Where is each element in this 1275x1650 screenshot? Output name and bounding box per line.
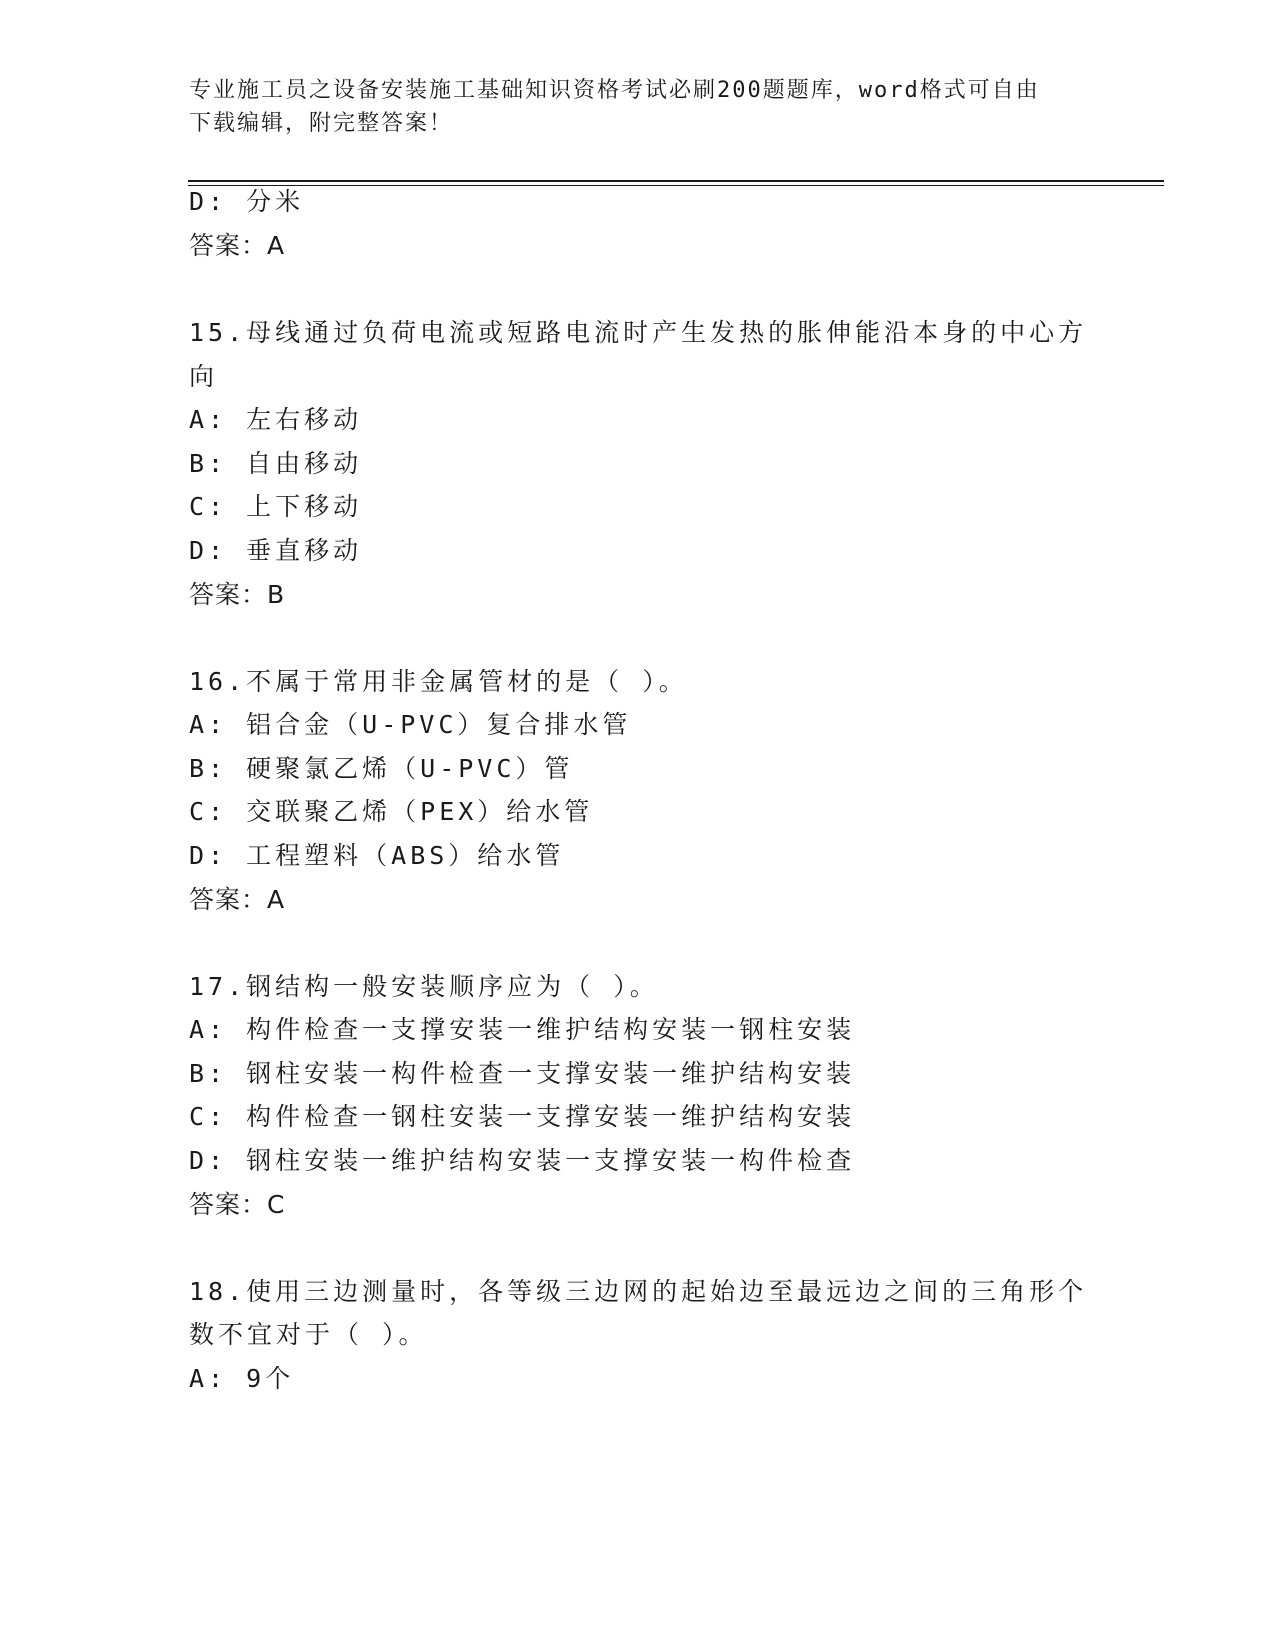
prev-option-d: D: 分米 bbox=[189, 187, 305, 216]
q18-stem-line-2: 数不宜对于（ ）。 bbox=[189, 1320, 428, 1349]
q17-option-c: C: 构件检查一钢柱安装一支撑安装一维护结构安装 bbox=[189, 1102, 856, 1131]
q17-stem-line-1: 17.钢结构一般安装顺序应为（ ）。 bbox=[189, 972, 659, 1001]
q16-option-d: D: 工程塑料（ABS）给水管 bbox=[189, 841, 565, 870]
document-header bbox=[189, 74, 1069, 140]
q15-option-a: A: 左右移动 bbox=[189, 405, 363, 434]
header-divider-thin bbox=[188, 185, 1164, 186]
q15-stem-line-1: 15.母线通过负荷电流或短路电流时产生发热的胀伸能沿本身的中心方 bbox=[189, 318, 1088, 347]
prev-answer: 答案：A bbox=[189, 231, 286, 260]
header-line-2: 下载编辑，附完整答案！ bbox=[189, 111, 454, 136]
q17-option-a: A: 构件检查一支撑安装一维护结构安装一钢柱安装 bbox=[189, 1015, 856, 1044]
q15-option-d: D: 垂直移动 bbox=[189, 536, 363, 565]
q16-option-b: B: 硬聚氯乙烯（U-PVC）管 bbox=[189, 754, 574, 783]
q16-stem-line-1: 16.不属于常用非金属管材的是（ ）。 bbox=[189, 667, 688, 696]
q16-option-c: C: 交联聚乙烯（PEX）给水管 bbox=[189, 797, 594, 826]
q18-stem-line-1: 18.使用三边测量时，各等级三边网的起始边至最远边之间的三角形个 bbox=[189, 1277, 1088, 1306]
q17-answer: 答案：C bbox=[189, 1190, 286, 1219]
header-line-1: 专业施工员之设备安装施工基础知识资格考试必刷200题题库，word格式可自由 bbox=[189, 78, 1040, 103]
q17-option-d: D: 钢柱安装一维护结构安装一支撑安装一构件检查 bbox=[189, 1146, 856, 1175]
q17-option-b: B: 钢柱安装一构件检查一支撑安装一维护结构安装 bbox=[189, 1059, 856, 1088]
q15-answer: 答案：B bbox=[189, 580, 286, 609]
q18-option-a: A: 9个 bbox=[189, 1364, 295, 1393]
q15-option-c: C: 上下移动 bbox=[189, 492, 363, 521]
q16-answer: 答案：A bbox=[189, 885, 286, 914]
q16-option-a: A: 铝合金（U-PVC）复合排水管 bbox=[189, 710, 632, 739]
header-divider bbox=[188, 180, 1164, 182]
q15-option-b: B: 自由移动 bbox=[189, 449, 363, 478]
q15-stem-line-2: 向 bbox=[189, 362, 219, 391]
